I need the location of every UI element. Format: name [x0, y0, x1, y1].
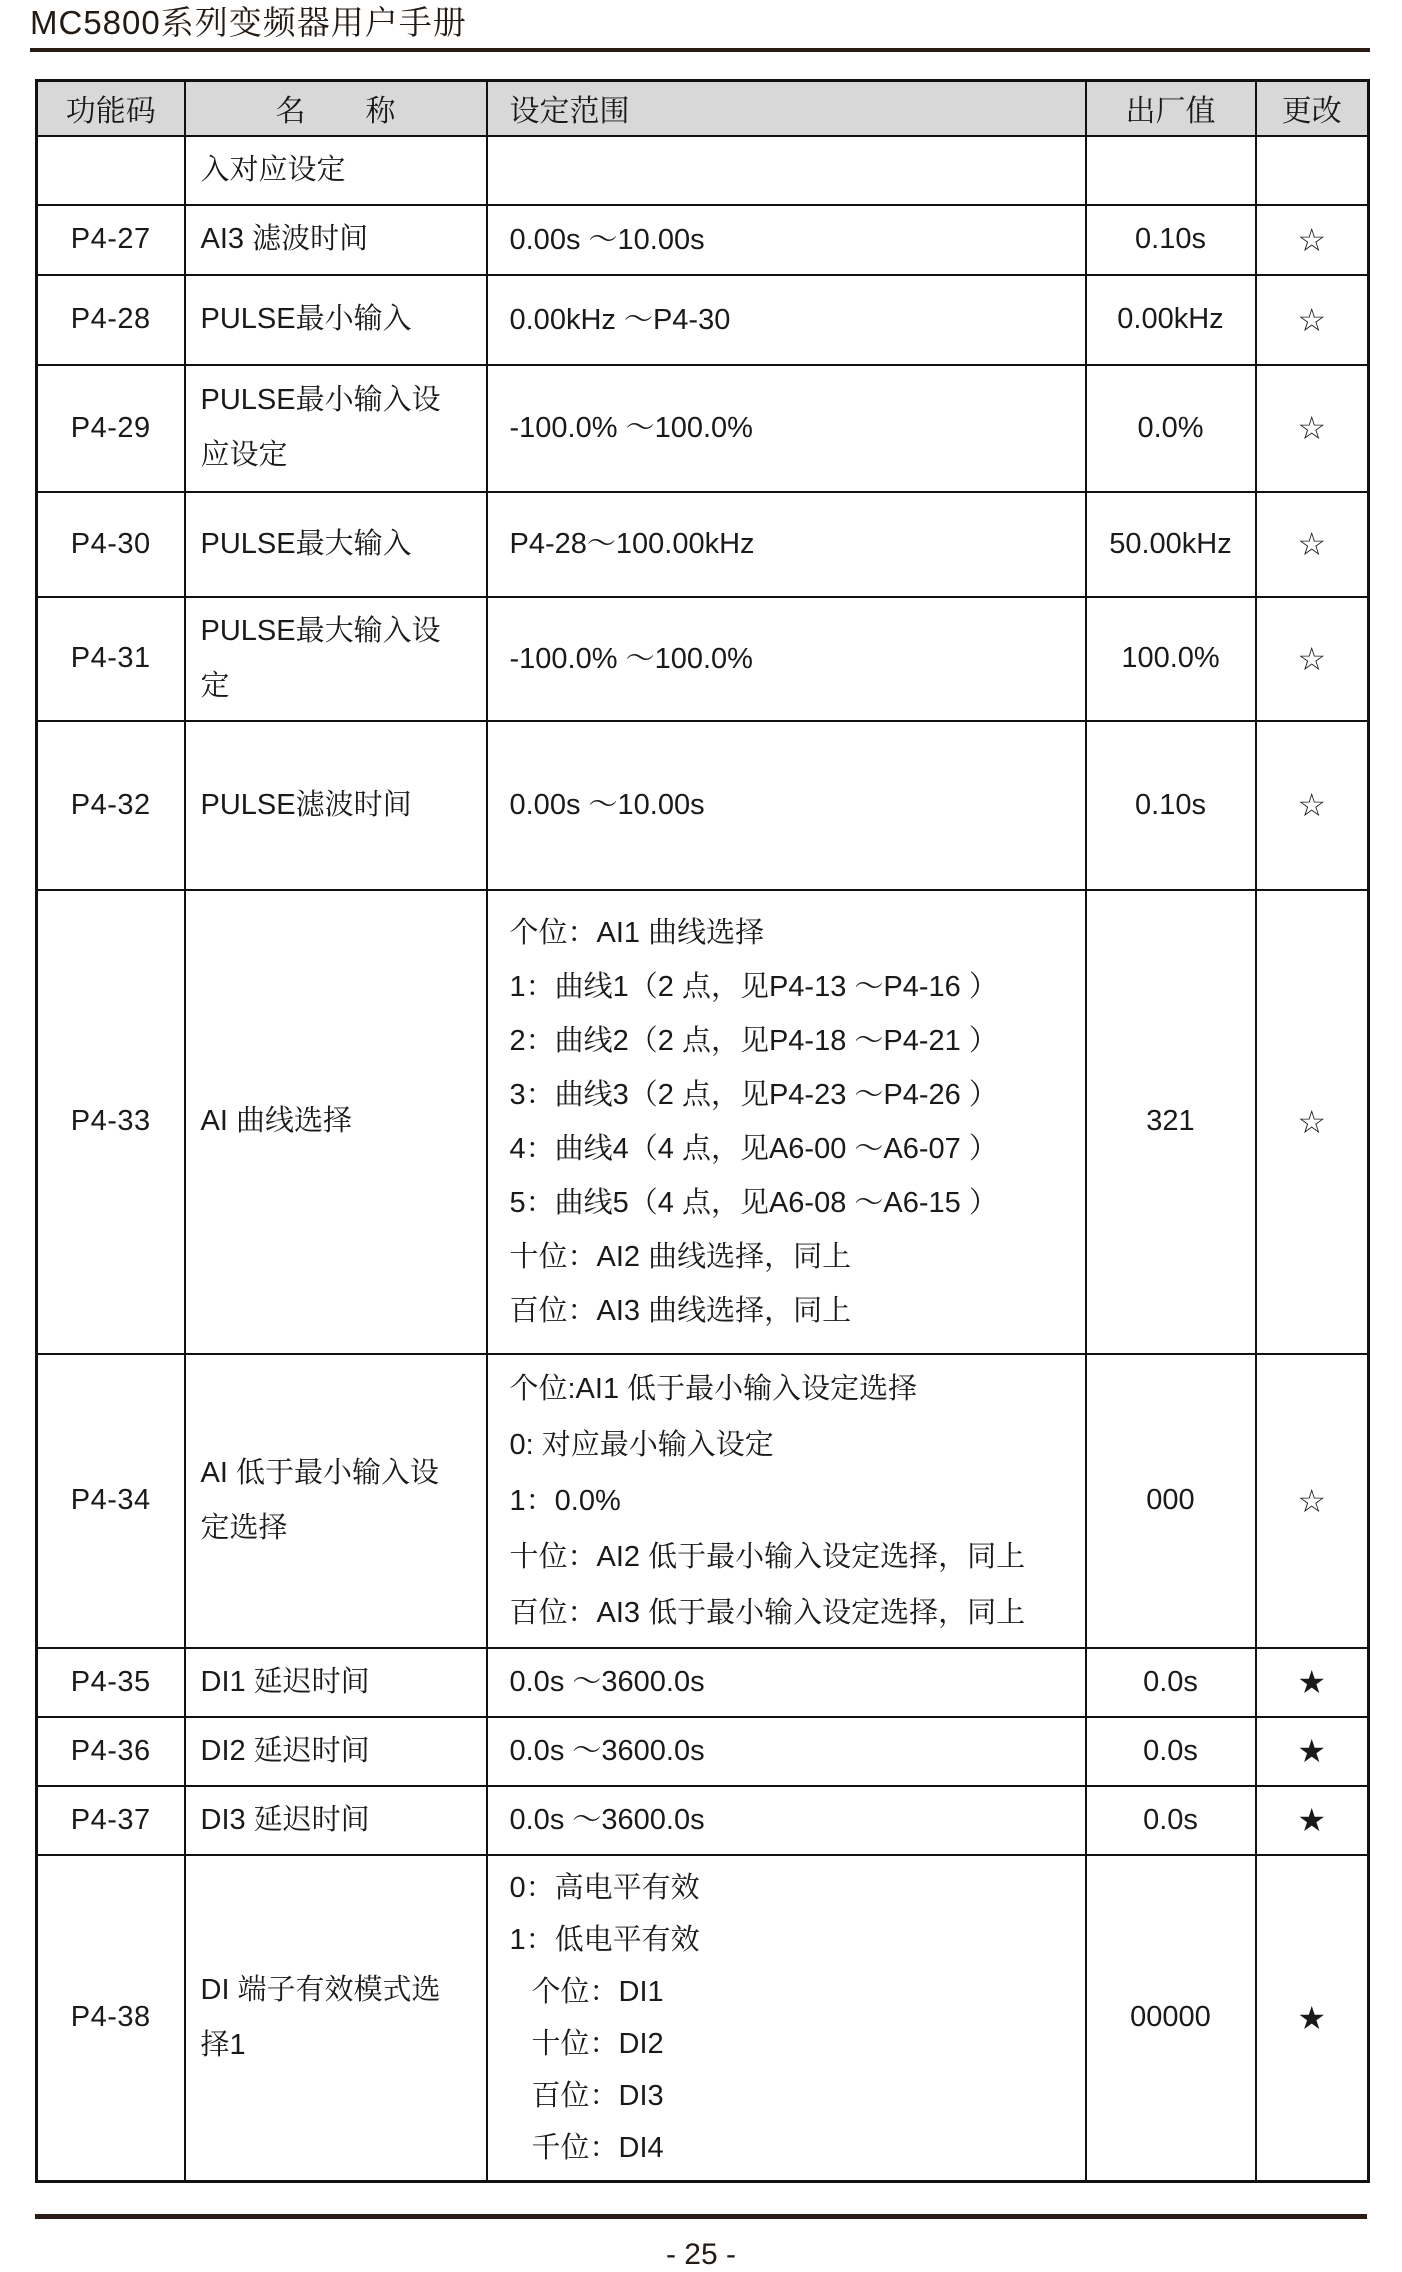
range-line: 4：曲线4（4 点，见A6-00 ～A6-07 ） [509, 1132, 998, 1165]
table-row [37, 721, 1369, 890]
cell-range [487, 136, 1086, 205]
name-line: DI3 延迟时间 [200, 1803, 370, 1836]
range-line: 十位：DI2 [531, 2027, 664, 2060]
name-line: PULSE最大输入设 [200, 614, 441, 647]
range-line: 个位:AI1 低于最小输入设定选择 [509, 1372, 918, 1405]
range-line: 千位：DI4 [531, 2131, 664, 2164]
cell-default-value [1086, 136, 1256, 205]
cell-change-star: ☆ [1256, 492, 1369, 597]
cell-name [185, 492, 487, 597]
header-row [37, 81, 1369, 136]
cell-change-star: ★ [1256, 1855, 1369, 2182]
cell-name [185, 365, 487, 492]
cell-range [487, 597, 1086, 721]
table-row [37, 1648, 1369, 1717]
cell-name [185, 205, 487, 275]
cell-range [487, 275, 1086, 365]
name-line: 定选择 [200, 1511, 288, 1544]
cell-name [185, 890, 487, 1354]
name-line: DI1 延迟时间 [200, 1665, 370, 1698]
cell-function-code: P4-27 [37, 205, 185, 275]
range-line: 十位：AI2 曲线选择，同上 [509, 1240, 852, 1273]
page-title: MC5800系列变频器用户手册 [30, 4, 467, 41]
range-line: 百位：AI3 低于最小输入设定选择，同上 [509, 1596, 1026, 1629]
range-line: 十位：AI2 低于最小输入设定选择，同上 [509, 1540, 1026, 1573]
name-line: 定 [200, 669, 230, 702]
cell-default-value: 321 [1086, 890, 1256, 1354]
cell-default-value: 00000 [1086, 1855, 1256, 2182]
cell-change-star: ★ [1256, 1717, 1369, 1786]
cell-default-value: 0.0s [1086, 1648, 1256, 1717]
cell-function-code: P4-35 [37, 1648, 185, 1717]
range-line: 0.00s ～10.00s [509, 223, 705, 256]
cell-function-code: P4-33 [37, 890, 185, 1354]
col-header-range: 设定范围 [487, 81, 1086, 136]
cell-change-star: ☆ [1256, 721, 1369, 890]
name-line: DI 端子有效模式选 [200, 1973, 441, 2006]
cell-range [487, 1354, 1086, 1648]
table-row [37, 1717, 1369, 1786]
cell-default-value: 000 [1086, 1354, 1256, 1648]
table-row [37, 492, 1369, 597]
cell-function-code [37, 136, 185, 205]
range-line: 1：低电平有效 [509, 1923, 700, 1956]
range-line: 2：曲线2（2 点，见P4-18 ～P4-21 ） [509, 1024, 998, 1057]
range-line: 0.00s ～10.00s [509, 789, 705, 821]
cell-function-code: P4-28 [37, 275, 185, 365]
cell-default-value: 0.00kHz [1086, 275, 1256, 365]
name-line: AI 低于最小输入设 [200, 1456, 439, 1489]
name-line: DI2 延迟时间 [200, 1734, 370, 1767]
cell-default-value: 0.10s [1086, 721, 1256, 890]
range-line: 百位：DI3 [531, 2079, 664, 2112]
cell-change-star [1256, 136, 1369, 205]
cell-default-value: 100.0% [1086, 597, 1256, 721]
range-line: -100.0% ～100.0% [509, 642, 753, 675]
cell-default-value: 0.0s [1086, 1717, 1256, 1786]
range-line: 3：曲线3（2 点，见P4-23 ～P4-26 ） [509, 1078, 998, 1111]
range-line: 0：高电平有效 [509, 1871, 700, 1904]
col-header-name: 名 称 [185, 81, 487, 136]
table-row [37, 597, 1369, 721]
table-row [37, 275, 1369, 365]
cell-change-star: ☆ [1256, 365, 1369, 492]
name-line: 应设定 [200, 439, 288, 471]
range-line: 百位：AI3 曲线选择，同上 [509, 1294, 852, 1327]
cell-change-star: ☆ [1256, 597, 1369, 721]
table-row [37, 205, 1369, 275]
table-row [37, 365, 1369, 492]
col-header-change: 更改 [1256, 81, 1369, 136]
table-row [37, 890, 1369, 1354]
cell-range [487, 205, 1086, 275]
cell-range [487, 1855, 1086, 2182]
title-rule [30, 48, 1370, 52]
range-line: 个位：AI1 曲线选择 [509, 916, 765, 949]
cell-function-code: P4-30 [37, 492, 185, 597]
cell-change-star: ★ [1256, 1786, 1369, 1855]
cell-name [185, 1855, 487, 2182]
col-header-default: 出厂值 [1086, 81, 1256, 136]
range-line: 0.0s ～3600.0s [509, 1735, 705, 1767]
name-line: AI3 滤波时间 [200, 223, 369, 255]
table-row [37, 1855, 1369, 2182]
table-row [37, 1786, 1369, 1855]
range-line: 1：曲线1（2 点，见P4-13 ～P4-16 ） [509, 970, 998, 1003]
cell-change-star: ☆ [1256, 205, 1369, 275]
cell-function-code: P4-38 [37, 1855, 185, 2182]
cell-default-value: 0.0% [1086, 365, 1256, 492]
name-line: AI 曲线选择 [200, 1105, 352, 1137]
cell-name [185, 1786, 487, 1855]
footer-rule [35, 2214, 1367, 2219]
cell-name [185, 1648, 487, 1717]
name-line: 入对应设定 [200, 153, 346, 186]
name-line: PULSE滤波时间 [200, 788, 412, 821]
cell-name [185, 1717, 487, 1786]
range-line: 0.0s ～3600.0s [509, 1804, 705, 1836]
cell-function-code: P4-29 [37, 365, 185, 492]
cell-default-value: 0.10s [1086, 205, 1256, 275]
parameter-table [35, 79, 1370, 2183]
cell-range [487, 1717, 1086, 1786]
cell-name [185, 1354, 487, 1648]
range-line: 1：0.0% [509, 1484, 621, 1517]
cell-change-star: ★ [1256, 1648, 1369, 1717]
cell-default-value: 50.00kHz [1086, 492, 1256, 597]
range-line: P4-28～100.00kHz [509, 528, 755, 560]
cell-name [185, 136, 487, 205]
name-line: 择1 [200, 2028, 246, 2061]
cell-range [487, 365, 1086, 492]
table-row [37, 1354, 1369, 1648]
cell-change-star: ☆ [1256, 890, 1369, 1354]
cell-function-code: P4-34 [37, 1354, 185, 1648]
cell-function-code: P4-31 [37, 597, 185, 721]
name-line: PULSE最小输入 [200, 303, 412, 335]
range-line: 个位：DI1 [531, 1975, 664, 2008]
range-line: 0.00kHz ～P4-30 [509, 303, 731, 336]
range-line: -100.0% ～100.0% [509, 412, 753, 444]
range-line: 0: 对应最小输入设定 [509, 1428, 774, 1461]
cell-change-star: ☆ [1256, 275, 1369, 365]
cell-range [487, 1648, 1086, 1717]
range-line: 5：曲线5（4 点，见A6-08 ～A6-15 ） [509, 1186, 998, 1219]
name-line: PULSE最大输入 [200, 527, 412, 560]
cell-name [185, 597, 487, 721]
cell-range [487, 890, 1086, 1354]
cell-range [487, 1786, 1086, 1855]
cell-function-code: P4-32 [37, 721, 185, 890]
cell-change-star: ☆ [1256, 1354, 1369, 1648]
cell-name [185, 721, 487, 890]
col-header-function-code: 功能码 [37, 81, 185, 136]
name-line: PULSE最小输入设 [200, 384, 441, 416]
cell-default-value: 0.0s [1086, 1786, 1256, 1855]
cell-range [487, 492, 1086, 597]
range-line: 0.0s ～3600.0s [509, 1666, 705, 1698]
cell-function-code: P4-37 [37, 1786, 185, 1855]
cell-function-code: P4-36 [37, 1717, 185, 1786]
cell-name [185, 275, 487, 365]
cell-range [487, 721, 1086, 890]
table-row [37, 136, 1369, 205]
page-number: - 25 - [665, 2237, 737, 2271]
